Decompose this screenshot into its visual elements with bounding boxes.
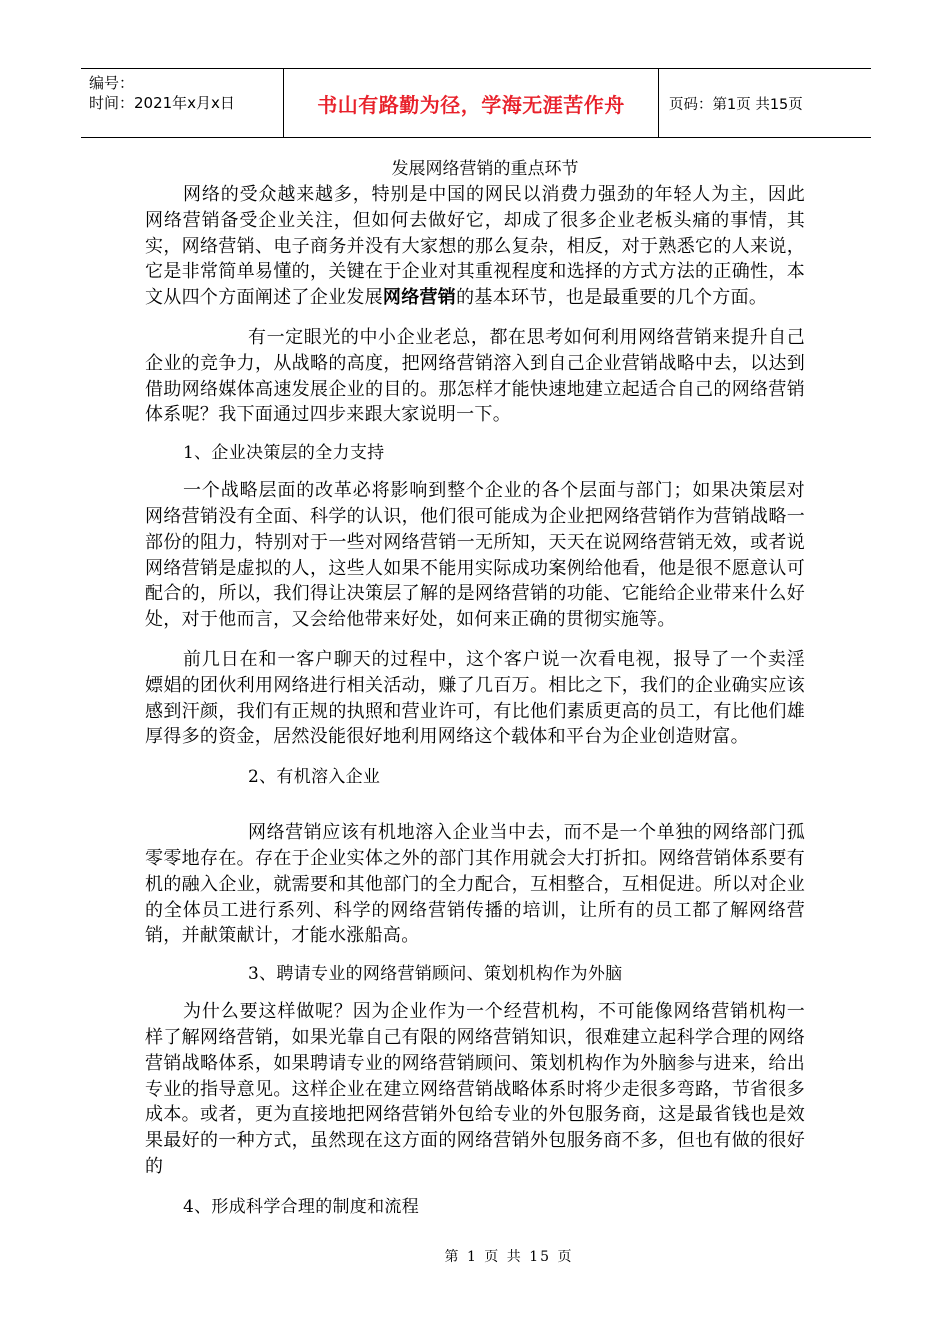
intro-text-part1: 网络的受众越来越多，特别是中国的网民以消费力强劲的年轻人为主，因此网络营销备受企业关注，但如何去做好它，却成了很多企业老板头痛的事情，其实，网络营销、电子商务并没有大家想的那么复杂，相反，对于熟悉它的人来说，它是非常简单易懂的，关键在于企业对其重视程度和选择的方式方法的正确性，本文从四个方面阐述了企业发展 <box>145 184 805 309</box>
section-2-heading: 2、有机溶入企业 <box>248 767 381 788</box>
intro-paragraph <box>145 182 805 311</box>
code-label: 编号： <box>89 74 135 92</box>
section-3-paragraph-1: 为什么要这样做呢？因为企业作为一个经营机构，不可能像网络营销机构一样了解网络营销，如果光靠自己有限的网络营销知识，很难建立起科学合理的网络营销战略体系，如果聘请专业的网络营销顾问、策划机构作为外脑参与进来，给出专业的指导意见。这样企业在建立网络营销战略体系时将少走很多弯路，节省很多成本。或者，更为直接地把网络营销外包给专业的外包服务商，这是最省钱也是效果最好的一种方式，虽然现在这方面的网络营销外包服务商不多，但也有做的很好的 <box>145 1001 805 1177</box>
header-table <box>81 68 871 138</box>
section-1-heading: 1、企业决策层的全力支持 <box>183 443 385 464</box>
article-title: 发展网络营销的重点环节 <box>391 159 579 179</box>
section-1-paragraph-2: 前几日在和一客户聊天的过程中，这个客户说一次看电视，报导了一个卖淫嫖娼的团伙利用网络进行相关活动，赚了几百万。相比之下，我们的企业确实应该感到汗颜，我们有正规的执照和营业许可，有比他们素质更高的员工，有比他们雄厚得多的资金，居然没能很好地利用网络这个载体和平台为企业创造财富。 <box>145 648 805 748</box>
page-info: 页码：第1页 共15页 <box>669 96 803 113</box>
intro-keyword: 网络营销 <box>382 287 457 309</box>
section-1-paragraph-1: 一个战略层面的改革必将影响到整个企业的各个层面与部门；如果决策层对网络营销没有全面、科学的认识，他们很可能成为企业把网络营销作为营销战略一部份的阻力，特别对于一些对网络营销一无所知，天天在说网络营销无效，或者说网络营销是虚拟的人，这些人如果不能用实际成功案例给他看，他是很不愿意认可配合的，所以，我们得让决策层了解的是网络营销的功能、它能给企业带来什么好处，对于他而言，又会给他带来好处，如何来正确的贯彻实施等。 <box>145 480 805 631</box>
section-2-paragraph-1: 网络营销应该有机地溶入企业当中去，而不是一个单独的网络部门孤零零地存在。存在于企业实体之外的部门其作用就会大打折扣。网络营销体系要有机的融入企业，就需要和其他部门的全力配合，互相整合，互相促进。所以对企业的全体员工进行系列、科学的网络营销传播的培训，让所有的员工都了解网络营销，并献策献计，才能水涨船高。 <box>145 822 805 947</box>
page-footer: 第 1 页 共 15 页 <box>444 1249 574 1265</box>
section-3-heading: 3、聘请专业的网络营销顾问、策划机构作为外脑 <box>248 964 623 985</box>
paragraph-2: 有一定眼光的中小企业老总，都在思考如何利用网络营销来提升自己企业的竞争力，从战略的高度，把网络营销溶入到自己企业营销战略中去，以达到借助网络媒体高速发展企业的目的。那怎样才能快速地建立起适合自己的网络营销体系呢？我下面通过四步来跟大家说明一下。 <box>145 326 805 426</box>
article-body <box>145 150 805 1220</box>
section-4-heading: 4、形成科学合理的制度和流程 <box>183 1196 420 1217</box>
header-motto-cell <box>284 69 659 137</box>
time-label: 时间：2021年x月x日 <box>89 94 235 112</box>
motto-text: 书山有路勤为径，学海无涯苦作舟 <box>317 92 625 117</box>
intro-text-part2: 的基本环节，也是最重要的几个方面。 <box>456 287 768 309</box>
header-page-cell <box>659 69 871 137</box>
header-meta-cell <box>81 69 284 137</box>
